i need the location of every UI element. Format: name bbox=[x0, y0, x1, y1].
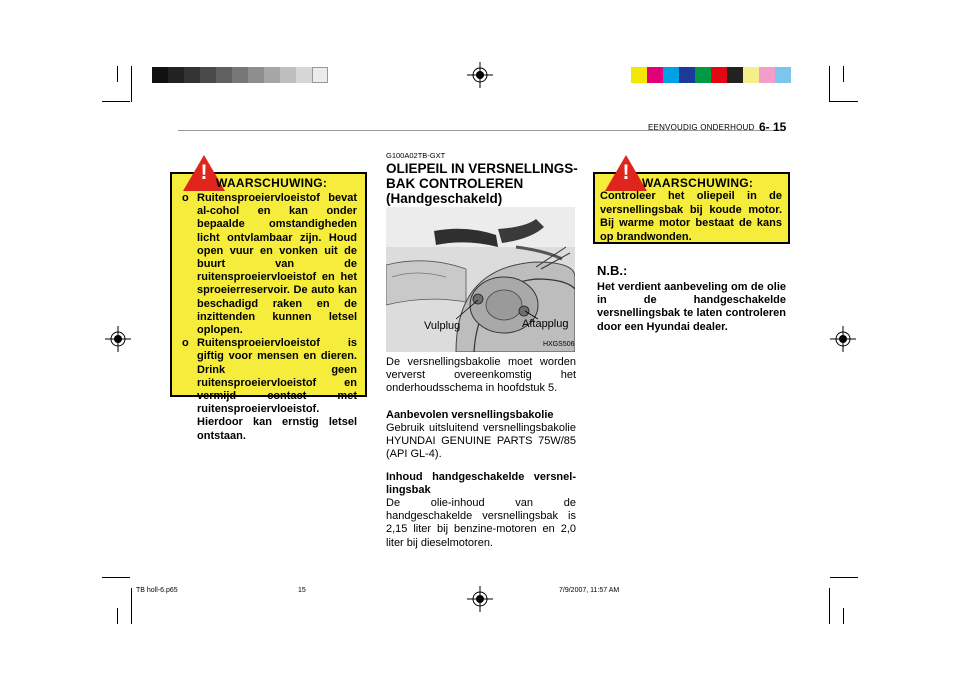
registration-mark-icon bbox=[105, 326, 131, 352]
exclamation-icon: ! bbox=[200, 161, 208, 184]
section-heading: OLIEPEIL IN VERSNELLINGS-BAK CONTROLEREN (Handgeschakeld) bbox=[386, 161, 578, 206]
section-title: EENVOUDIG ONDERHOUD bbox=[648, 123, 755, 132]
paragraph-capacity: De olie-inhoud van de handgeschakelde versnellingsbak is 2,15 liter bij benzine-motoren en 2,0 liter bij dieselmotoren. bbox=[386, 497, 576, 549]
image-code: HXGS506 bbox=[543, 341, 575, 348]
footer-file: TB holl-6.p65 bbox=[136, 587, 178, 594]
paragraph-oil-change: De versnellingsbakolie moet worden ververst overeenkomstig het onderhoudsschema in hoofdstuk 5. bbox=[386, 356, 576, 395]
list-item-text: Ruitensproeiervloeistof is giftig voor mensen en dieren. Drink geen ruitensproeiervloeistof en vermijd contact met ruitensproeiervloeistof. Hierdoor kan ernstig letsel ontstaan. bbox=[197, 337, 357, 442]
registration-mark-icon bbox=[467, 586, 493, 612]
list-item-text: Ruitensproeiervloeistof bevat al-cohol en kan onder bepaalde omstandigheden licht ontvlambaar zijn. Houd open vuur en vonken uit de buurt van de ruitensproeiervloeistof en het sproeierreservoir. De auto kan beschadigd raken en de inzittenden kunnen letsel oplopen. bbox=[197, 192, 357, 337]
list-item bbox=[182, 192, 357, 337]
page-number: 6- 15 bbox=[759, 120, 787, 134]
list-item bbox=[182, 337, 357, 443]
footer-page: 15 bbox=[298, 587, 306, 594]
warning-box-washer-fluid bbox=[170, 161, 367, 442]
note-text: Het verdient aanbeveling om de olie in de handgeschakelde versnellingsbak te laten controleren door een Hyundai dealer. bbox=[597, 281, 786, 333]
subheading-capacity: Inhoud handgeschakelde versnel-lingsbak bbox=[386, 471, 576, 497]
label-drain-plug: Aftapplug bbox=[522, 318, 569, 330]
paragraph-recommended-oil: Gebruik uitsluitend versnellingsbakolie HYUNDAI GENUINE PARTS 75W/85 (API GL-4). bbox=[386, 422, 576, 461]
note-title: N.B.: bbox=[597, 263, 628, 278]
footer-timestamp: 7/9/2007, 11:57 AM bbox=[559, 587, 620, 594]
registration-mark-icon bbox=[830, 326, 856, 352]
list-bullet: o bbox=[182, 337, 189, 350]
transmission-illustration bbox=[386, 207, 575, 352]
subheading-recommended-oil: Aanbevolen versnellingsbakolie bbox=[386, 409, 554, 421]
warning-title: WAARSCHUWING: bbox=[216, 176, 328, 190]
warning-title: WAARSCHUWING: bbox=[642, 176, 754, 190]
section-code: G100A02TB-GXT bbox=[386, 151, 446, 160]
warning-list bbox=[182, 192, 357, 443]
registration-mark-icon bbox=[467, 62, 493, 88]
list-bullet: o bbox=[182, 192, 189, 204]
warning-text: Controleer het oliepeil in de versnellingsbak bij koude motor. Bij warme motor bestaat de kans op brandwonden. bbox=[600, 190, 782, 243]
transmission-photo bbox=[386, 207, 575, 352]
exclamation-icon: ! bbox=[622, 161, 630, 184]
warning-box-hot-engine bbox=[593, 161, 790, 244]
label-fill-plug: Vulplug bbox=[424, 320, 461, 332]
